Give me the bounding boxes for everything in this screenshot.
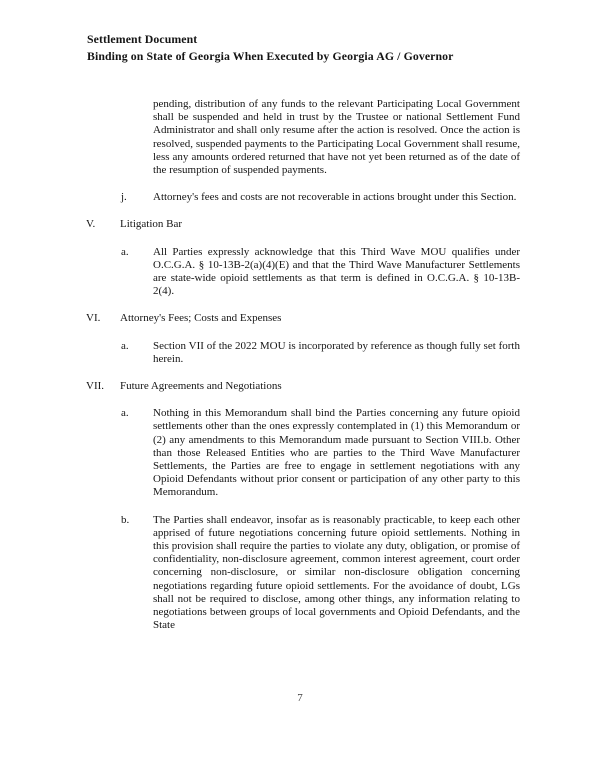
outline-item-label: a. [121,407,129,420]
outline-item-text: Attorney's fees and costs are not recoverable in actions brought under this Section. [153,191,517,204]
section-title: Litigation Bar [120,218,183,231]
outline-item-text: Section VII of the 2022 MOU is incorporated by reference as though fully set forth herein. [153,339,520,365]
section-label: VII. [86,380,105,393]
outline-item-text: Nothing in this Memorandum shall bind the Parties concerning any future opioid settlements other than the ones expressly contemplated in (1) this Memorandum or (2) any amendments to this Memorandum made pursuant to Section VIII.b. Other than those Released Entities who are parties to the Third Wave Manufacturer Settlements, the Parties are free to engage in settlement negotiations with any Opioid Defendants without prior consent or participation of any other party to this Memorandum. [153,407,520,499]
header-subtitle-line: Binding on State of Georgia When Executed by Georgia AG / Governor [87,49,454,63]
outline-item-label: a. [121,339,129,352]
outline-item-label: b. [121,513,130,526]
header-title-line: Settlement Document [87,32,198,46]
page-footer [0,692,600,705]
section-heading-vii [86,380,520,393]
outline-item-label: j. [121,191,127,204]
outline-item-vii-b [121,514,520,633]
document-header [87,31,520,65]
outline-item-text: The Parties shall endeavor, insofar as is reasonably practicable, to keep each other apprised of future negotiations concerning future opioid settlements. Nothing in this provision shall require the parties to violate any duty, obligation, or promise of confidentiality, non-disclosure agreement, common interest agreement, court order concerning non-disclosure, or similar non-disclosure obligation concerning negotiations regarding future opioid settlements. For the avoidance of doubt, LGs shall not be required to disclose, among other things, any information relating to negotiations between groups of local governments and Opioid Defendants, and the State [153,513,520,632]
outline-item-v-a [121,246,520,299]
outline-item-label: a. [121,245,129,258]
page-number: 7 [297,692,303,704]
section-label: VI. [86,312,101,325]
outline-item-vi-a [121,340,520,366]
section-label: V. [86,218,96,231]
section-heading-vi [86,312,520,325]
section-heading-v [86,218,520,231]
outline-item-text: All Parties expressly acknowledge that this Third Wave MOU qualifies under O.C.G.A. § 10-13B-2(a)(4)(E) and that the Third Wave Manufacturer Settlements are state-wide opioid settlements as that term is defined in O.C.G.A. § 10-13B-2(4). [153,245,520,298]
document-body [86,98,520,633]
section-title: Attorney's Fees; Costs and Expenses [120,312,282,325]
section-title: Future Agreements and Negotiations [120,380,282,393]
outline-item-vii-a [121,407,520,499]
continuation-paragraph: pending, distribution of any funds to the relevant Participating Local Government shall be suspended and held in trust by the Trustee or national Settlement Fund Administrator and shall only resume after the action is resolved. Once the action is resolved, suspended payments to the Participating Local Government shall resume, less any amounts ordered returned that have not yet been returned as of the date of the resumption of suspended payments. [153,98,520,177]
outline-item-j [121,191,520,204]
